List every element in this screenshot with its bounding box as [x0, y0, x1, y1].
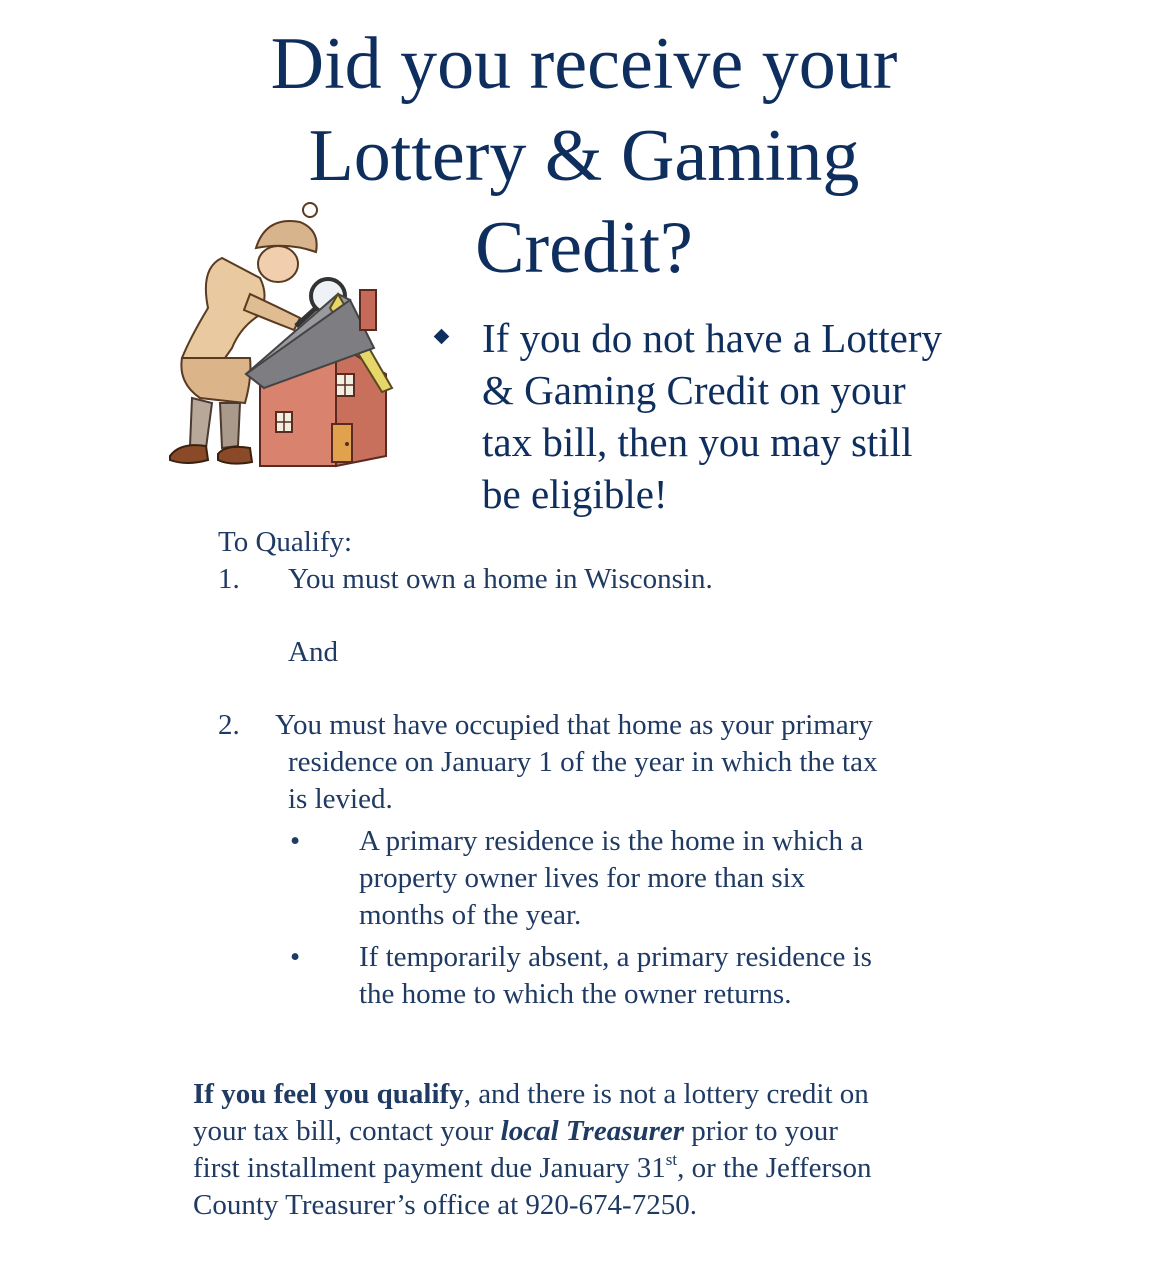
item-2-line-1: You must have occupied that home as your primary: [275, 709, 873, 741]
item-2-number: 2.: [218, 709, 240, 741]
callout-line-2: & Gaming Credit on your: [482, 367, 906, 413]
footer-line-2-end: prior to your: [684, 1115, 838, 1147]
item-1-text: You must own a home in Wisconsin.: [288, 563, 713, 595]
item-2-line-3: is levied.: [288, 783, 393, 815]
detective-with-magnifying-glass-inspecting-house-icon: [160, 198, 400, 473]
callout-line-1: If you do not have a Lottery: [482, 315, 942, 361]
footer-line-4: County Treasurer’s office at 920-674-7250.: [193, 1189, 697, 1221]
footer-bold-lead: If you feel you qualify: [193, 1078, 464, 1110]
item-2-row-2: [218, 744, 978, 781]
and-row: [218, 634, 978, 671]
footer-line-1-rest: , and there is not a lottery credit on: [463, 1078, 869, 1110]
bullet-1-line-3: months of the year.: [359, 899, 582, 931]
title-line-1: Did you receive your: [270, 23, 898, 105]
callout-text: [482, 312, 992, 520]
title-line-3: Credit?: [475, 207, 693, 289]
item-2-row-3: [218, 781, 978, 818]
footer-line-2-start: your tax bill, contact your: [193, 1115, 501, 1147]
bullet-1-line-1: A primary residence is the home in which a: [359, 825, 864, 857]
diamond-bullet-icon: [434, 329, 450, 345]
qualify-heading-row: [218, 524, 978, 561]
bullet-2-line-1: If temporarily absent, a primary residence is: [359, 941, 872, 973]
sub-bullet-2: [218, 939, 978, 976]
footer-line-3-start: first installment payment due January 31: [193, 1152, 666, 1184]
footer-line-3: [193, 1150, 993, 1187]
sub-bullet-1-row-2: [218, 860, 978, 897]
footer-line-2: [193, 1113, 993, 1150]
sub-bullet-2-row-2: [218, 976, 978, 1013]
contact-paragraph: [193, 1076, 993, 1224]
qualify-heading: To Qualify:: [218, 526, 353, 558]
bullet-dot-icon: •: [290, 941, 301, 973]
qualify-item-1: [218, 561, 978, 598]
item-2-line-2: residence on January 1 of the year in which the tax: [288, 746, 878, 778]
bullet-1-line-2: property owner lives for more than six: [359, 862, 806, 894]
sub-bullet-1: [218, 823, 978, 860]
qualification-list: [218, 524, 978, 1013]
item-1-number: 1.: [218, 563, 240, 595]
title-line-2: Lottery & Gaming: [308, 115, 860, 197]
qualify-item-2: [218, 707, 978, 744]
local-treasurer-emphasis: local Treasurer: [500, 1115, 685, 1147]
and-connector: And: [288, 636, 338, 668]
callout-line-4: be eligible!: [482, 471, 668, 517]
callout-line-3: tax bill, then you may still: [482, 419, 913, 465]
footer-line-3-end: , or the Jefferson: [677, 1152, 872, 1184]
detective-house-illustration: [160, 198, 400, 473]
sub-bullet-1-row-3: [218, 897, 978, 934]
bullet-2-line-2: the home to which the owner returns.: [359, 978, 792, 1010]
footer-line-1: [193, 1076, 993, 1113]
date-superscript: st: [665, 1150, 678, 1169]
bullet-dot-icon: •: [290, 825, 301, 857]
